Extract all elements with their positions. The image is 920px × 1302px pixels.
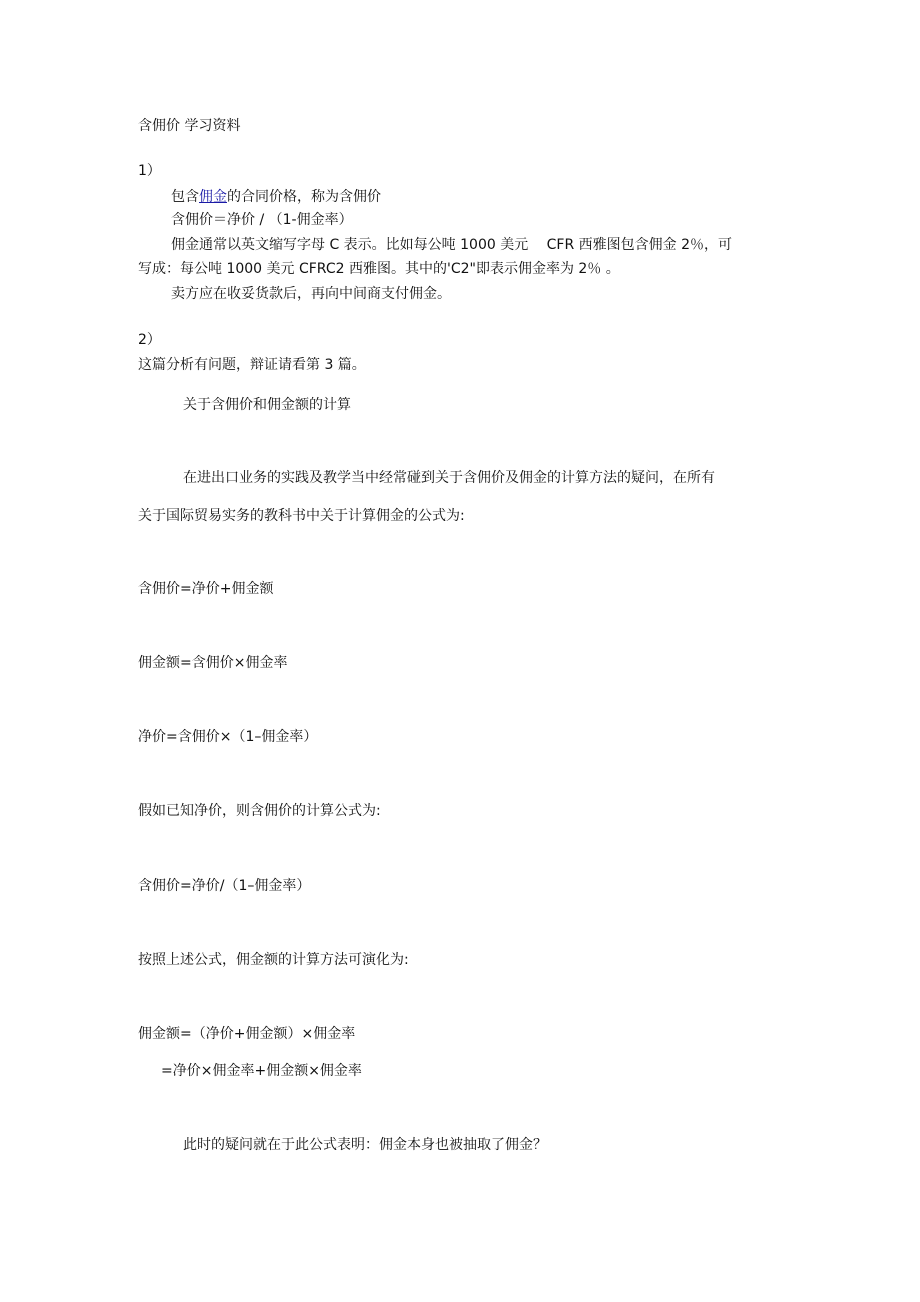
- formula-net-price: 净价=含佣价×（1–佣金率）: [138, 729, 318, 745]
- section-2-number: 2）: [138, 332, 161, 348]
- definition-line: [171, 187, 381, 207]
- formula-commission-amount: 佣金额=含佣价×佣金率: [138, 655, 288, 671]
- payment-note: 卖方应在收妥货款后，再向中间商支付佣金。: [171, 286, 451, 302]
- formula-commission-price: 含佣价=净价+佣金额: [138, 581, 274, 597]
- question-text: 此时的疑问就在于此公式表明：佣金本身也被抽取了佣金？: [183, 1137, 547, 1153]
- definition-suffix: 的合同价格，称为含佣价: [227, 189, 381, 205]
- intro-line-2: 关于国际贸易实务的教科书中关于计算佣金的公式为:: [138, 508, 465, 524]
- analysis-remark: 这篇分析有问题，辩证请看第 3 篇。: [138, 357, 366, 373]
- intro-line-1: 在进出口业务的实践及教学当中经常碰到关于含佣价及佣金的计算方法的疑问，在所有: [183, 470, 715, 486]
- commission-link[interactable]: 佣金: [199, 189, 227, 205]
- document-title: 含佣价 学习资料: [138, 118, 241, 134]
- assumption-text: 假如已知净价，则含佣价的计算公式为:: [138, 803, 381, 819]
- section-1-number: 1）: [138, 163, 161, 179]
- definition-prefix: 包含: [171, 189, 199, 205]
- formula-price-from-net: 含佣价=净价/（1–佣金率）: [138, 878, 311, 894]
- section-heading: 关于含佣价和佣金额的计算: [183, 397, 351, 413]
- formula-derived-2: =净价×佣金率+佣金额×佣金率: [161, 1063, 362, 1079]
- commission-note-line-1: 佣金通常以英文缩写字母 C 表示。比如每公吨 1000 美元 CFR 西雅图包含佣金 2％，可: [171, 237, 733, 253]
- derivation-text: 按照上述公式，佣金额的计算方法可演化为:: [138, 952, 409, 968]
- commission-note-line-2: 写成：每公吨 1000 美元 CFRC2 西雅图。其中的'C2"即表示佣金率为 2％ 。: [138, 261, 620, 277]
- price-formula: 含佣价＝净价 / （1-佣金率）: [171, 212, 353, 228]
- formula-derived-1: 佣金额=（净价+佣金额）×佣金率: [138, 1026, 356, 1042]
